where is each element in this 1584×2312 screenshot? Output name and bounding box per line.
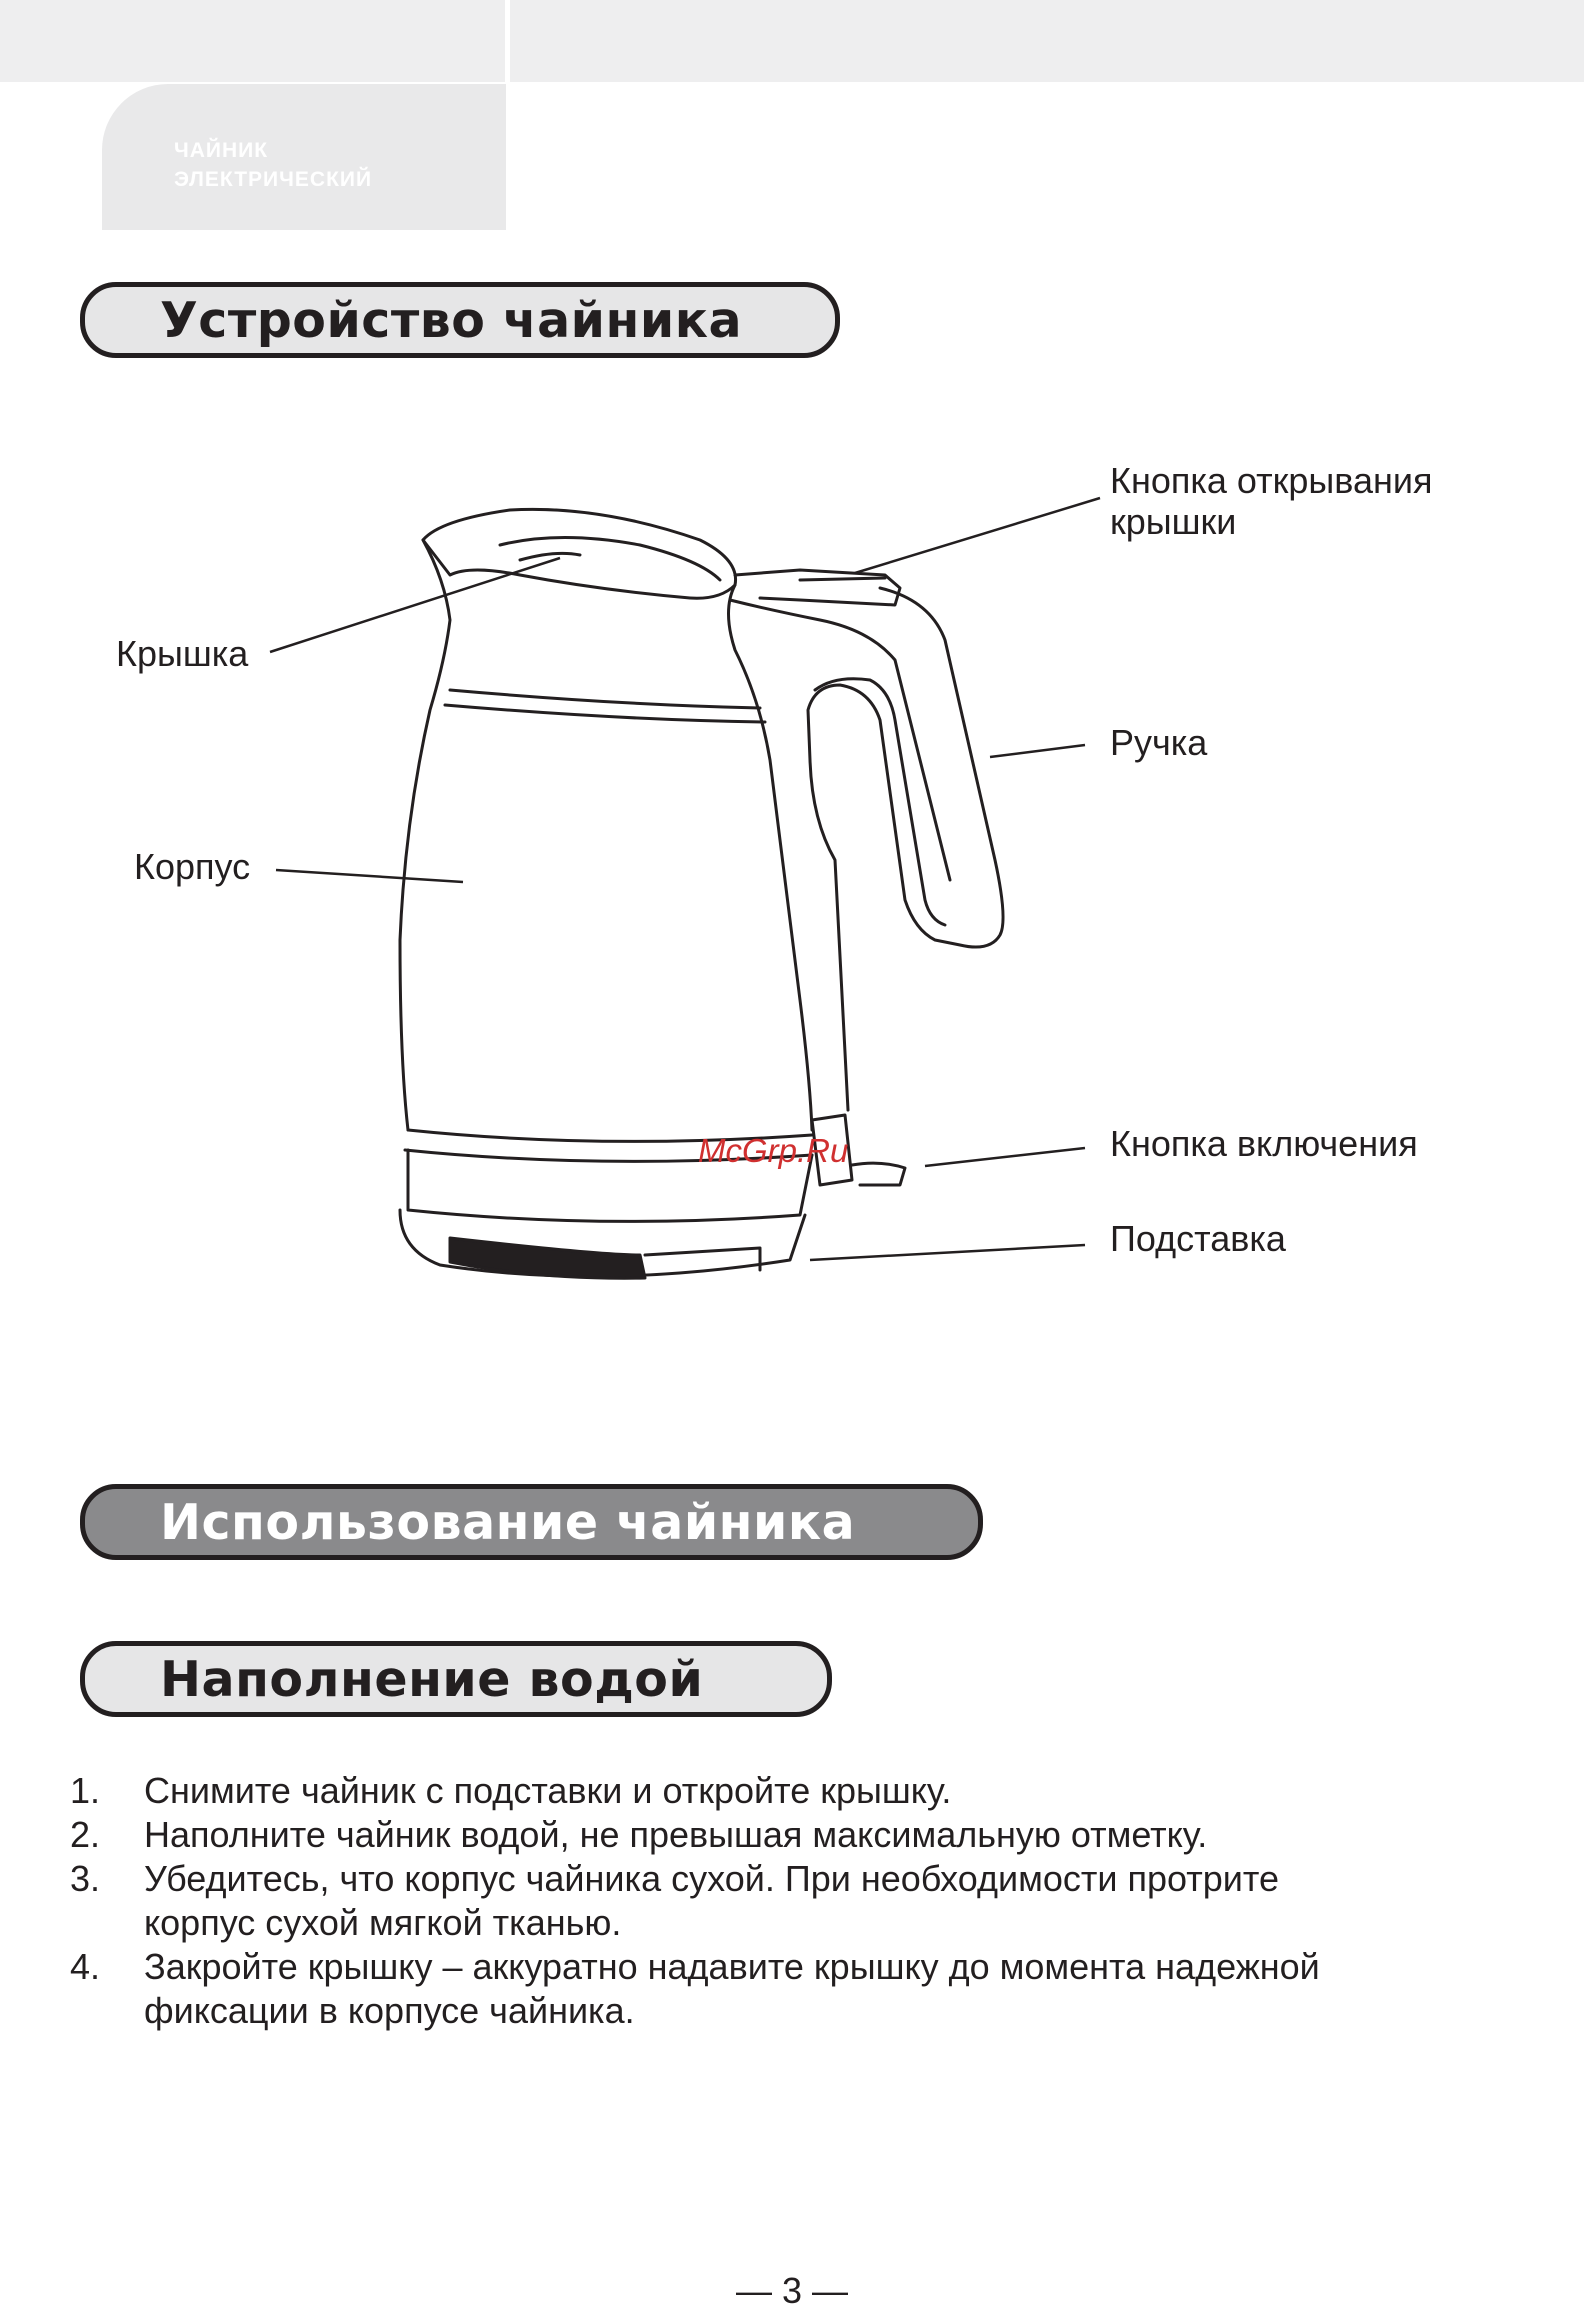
step-item [70, 1945, 1550, 2033]
kettle-diagram [0, 400, 1584, 1360]
header-tab-label [174, 136, 372, 194]
label-lid-button [1110, 460, 1433, 542]
steps-list [70, 1769, 1550, 2033]
watermark: McGrp.Ru [698, 1132, 849, 1169]
step-number: 4. [70, 1946, 101, 1987]
page-number: — 3 — [735, 2270, 849, 2311]
label-handle: Ручка [1110, 722, 1208, 763]
step-item [70, 1857, 1550, 1945]
section-title-device: Устройство чайника [80, 282, 840, 358]
header-strip [510, 0, 1584, 82]
section-title-usage: Использование чайника [80, 1484, 983, 1560]
label-base: Подставка [1110, 1218, 1286, 1259]
step-text: Закройте крышку – аккуратно надавите крышку до момента надежной [144, 1946, 1320, 1987]
step-text: Убедитесь, что корпус чайника сухой. При необходимости протрите [144, 1858, 1279, 1899]
step-text: Снимите чайник с подставки и откройте крышку. [144, 1770, 952, 1811]
step-text-continued: корпус сухой мягкой тканью. [144, 1902, 622, 1943]
header-tab-line2: ЭЛЕКТРИЧЕСКИЙ [174, 168, 373, 191]
step-item [70, 1813, 1550, 1857]
step-item [70, 1769, 1550, 1813]
label-lid: Крышка [116, 633, 249, 674]
step-number: 1. [70, 1770, 101, 1811]
label-lid-button-line1: Кнопка открывания [1110, 460, 1433, 501]
label-body: Корпус [134, 846, 251, 887]
header-tab-line1: ЧАЙНИК [174, 139, 269, 162]
section-title-filling: Наполнение водой [80, 1641, 832, 1717]
step-number: 3. [70, 1858, 101, 1899]
step-number: 2. [70, 1814, 101, 1855]
header-strip-left [0, 0, 505, 82]
label-power-button: Кнопка включения [1110, 1123, 1418, 1164]
step-text: Наполните чайник водой, не превышая максимальную отметку. [144, 1814, 1208, 1855]
label-lid-button-line2: крышки [1110, 501, 1237, 542]
step-text-continued: фиксации в корпусе чайника. [144, 1990, 635, 2031]
